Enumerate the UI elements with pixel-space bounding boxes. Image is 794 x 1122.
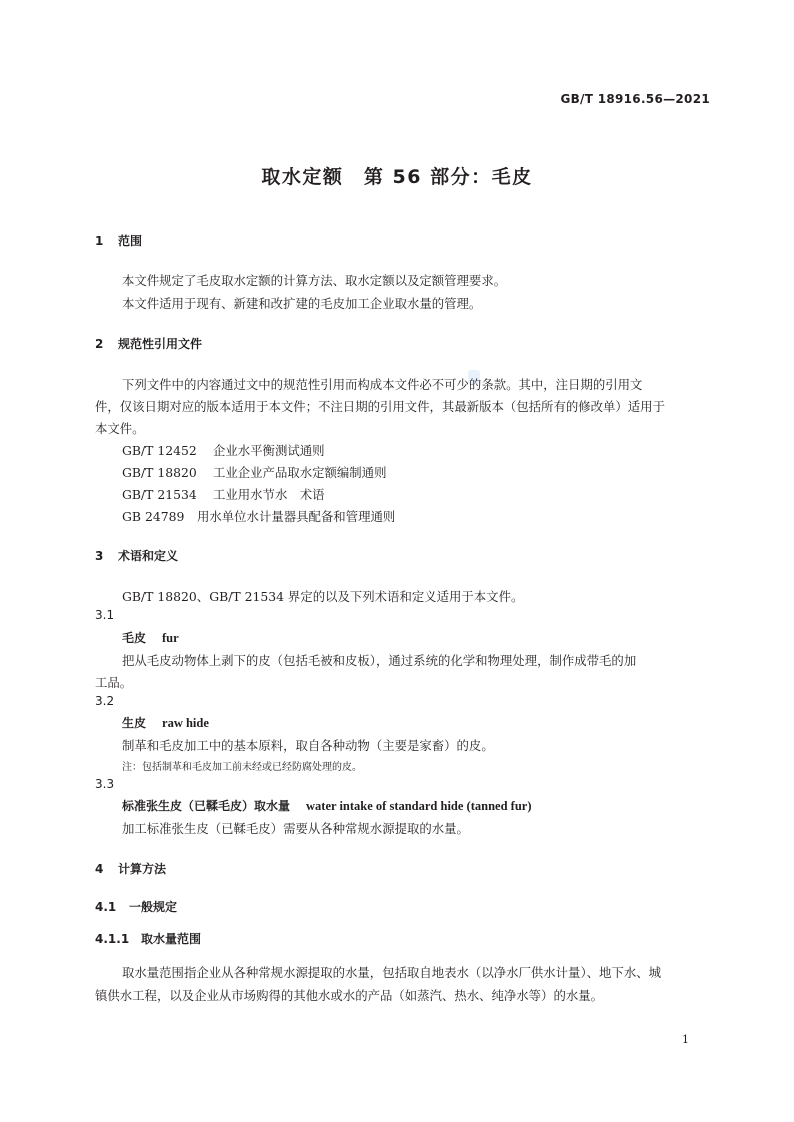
section-number: 1 [95,234,104,248]
reference-name: 工业用水节水 术语 [213,487,325,502]
reference-name: 用水单位水计量器具配备和管理通则 [197,509,396,524]
term-english: raw hide [162,716,209,730]
term-chinese: 毛皮 [122,631,147,645]
normative-intro-line-2: 件，仅该日期对应的版本适用于本文件；不注日期的引用文件，其最新版本（包括所有的修改单）适用于 [95,399,665,414]
normative-intro-line-3: 本文件。 [95,421,145,436]
reference-item [122,507,395,525]
term-number: 3.2 [95,694,115,708]
page-number: 1 [682,1033,689,1046]
reference-item [122,485,325,503]
section-heading-scope [95,232,142,249]
scope-paragraph-1: 本文件规定了毛皮取水定额的计算方法、取水定额以及定额管理要求。 [122,273,507,288]
term-english: water intake of standard hide (tanned fur) [306,799,532,813]
section-heading-normative [95,335,202,352]
subsection-heading-general [95,898,177,915]
intake-scope-line-1: 取水量范围指企业从各种常规水源提取的水量，包括取自地表水（以净水厂供水计量）、地下水、城 [122,965,661,980]
document-title: 取水定额 第 56 部分：毛皮 [261,166,533,188]
term-definition: 加工标准张生皮（已鞣毛皮）需要从各种常规水源提取的水量。 [122,821,469,836]
section-title: 术语和定义 [118,549,179,563]
reference-code: GB/T 12452 [122,443,197,458]
section-number: 2 [95,337,104,351]
term-note: 注：包括制革和毛皮加工前未经或已经防腐处理的皮。 [122,762,362,773]
section-title: 一般规定 [129,900,178,914]
reference-code: GB/T 18820 [122,465,197,480]
term-title [122,714,209,731]
reference-name: 工业企业产品取水定额编制通则 [213,465,387,480]
section-heading-calculation [95,860,166,877]
section-number: 3 [95,549,104,563]
intake-scope-line-2: 镇供水工程，以及企业从市场购得的其他水或水的产品（如蒸汽、热水、纯净水等）的水量。 [95,988,604,1003]
normative-intro-line-1: 下列文件中的内容通过文中的规范性引用而构成本文件必不可少的条款。其中，注日期的引用文 [122,377,643,392]
term-title [122,629,179,646]
section-title: 计算方法 [118,862,167,876]
standard-code: GB/T 18916.56—2021 [560,92,710,106]
reference-item [122,441,325,459]
term-title [122,797,532,814]
term-chinese: 标准张生皮（已鞣毛皮）取水量 [122,799,291,813]
term-english: fur [162,631,179,645]
section-title: 取水量范围 [141,932,202,946]
term-definition-line-1: 把从毛皮动物体上剥下的皮（包括毛被和皮板），通过系统的化学和物理处理，制作成带毛的加 [122,653,637,668]
term-number: 3.3 [95,777,115,791]
reference-code: GB 24789 [122,509,185,524]
term-number: 3.1 [95,608,115,622]
term-definition: 制革和毛皮加工中的基本原料，取自各种动物（主要是家畜）的皮。 [122,738,494,753]
section-number: 4.1 [95,900,117,914]
terms-intro: GB/T 18820、GB/T 21534 界定的以及下列术语和定义适用于本文件。 [122,589,524,604]
section-number: 4 [95,862,104,876]
scope-paragraph-2: 本文件适用于现有、新建和改扩建的毛皮加工企业取水量的管理。 [122,296,482,311]
section-number: 4.1.1 [95,932,130,946]
section-heading-terms [95,547,178,564]
reference-item [122,463,386,481]
reference-code: GB/T 21534 [122,487,197,502]
subsection-heading-intake-scope [95,930,201,947]
section-title: 规范性引用文件 [118,337,203,351]
term-chinese: 生皮 [122,716,147,730]
reference-name: 企业水平衡测试通则 [213,443,325,458]
section-title: 范围 [118,234,143,248]
term-definition-line-2: 工品。 [95,675,133,690]
